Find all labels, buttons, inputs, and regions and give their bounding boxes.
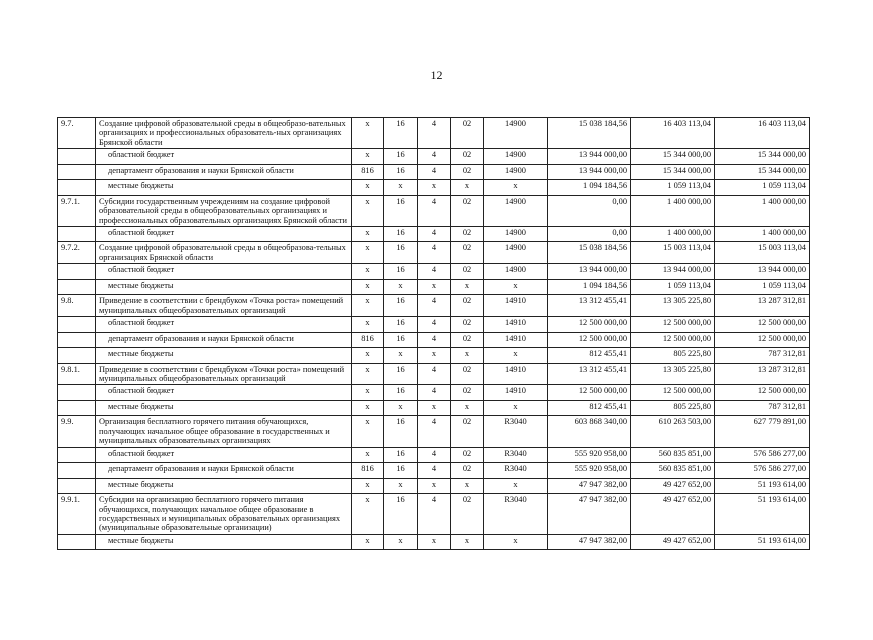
amount-cell-2: 13 305 225,80 bbox=[631, 363, 715, 385]
row-name-cell: областной бюджет bbox=[96, 226, 352, 242]
amount-cell-2: 610 263 503,00 bbox=[631, 416, 715, 447]
amount-cell-1: 13 944 000,00 bbox=[548, 149, 631, 165]
admin-code-cell: x bbox=[352, 447, 384, 463]
admin-code-cell: x bbox=[352, 416, 384, 447]
row-number-cell: 9.8. bbox=[58, 295, 96, 317]
program-code-cell: 02 bbox=[451, 118, 484, 149]
amount-cell-2: 1 059 113,04 bbox=[631, 279, 715, 295]
amount-cell-1: 812 455,41 bbox=[548, 348, 631, 364]
row-number-cell: 9.7.2. bbox=[58, 242, 96, 264]
subsection-code-cell: 4 bbox=[418, 363, 451, 385]
admin-code-cell: x bbox=[352, 534, 384, 550]
table-subrow bbox=[58, 332, 810, 348]
direction-code-cell: 14910 bbox=[484, 363, 548, 385]
section-code-cell: 16 bbox=[384, 332, 418, 348]
table-row bbox=[58, 494, 810, 535]
row-name-cell: областной бюджет bbox=[96, 317, 352, 333]
row-number-cell bbox=[58, 317, 96, 333]
amount-cell-3: 13 944 000,00 bbox=[715, 264, 810, 280]
admin-code-cell: x bbox=[352, 317, 384, 333]
admin-code-cell: x bbox=[352, 400, 384, 416]
program-code-cell: 02 bbox=[451, 295, 484, 317]
program-code-cell: 02 bbox=[451, 447, 484, 463]
amount-cell-3: 15 003 113,04 bbox=[715, 242, 810, 264]
program-code-cell: 02 bbox=[451, 416, 484, 447]
amount-cell-3: 576 586 277,00 bbox=[715, 463, 810, 479]
amount-cell-1: 13 944 000,00 bbox=[548, 264, 631, 280]
section-code-cell: 16 bbox=[384, 317, 418, 333]
admin-code-cell: x bbox=[352, 149, 384, 165]
row-number-cell bbox=[58, 264, 96, 280]
subsection-code-cell: 4 bbox=[418, 332, 451, 348]
program-code-cell: x bbox=[451, 348, 484, 364]
section-code-cell: 16 bbox=[384, 416, 418, 447]
subsection-code-cell: 4 bbox=[418, 416, 451, 447]
subsection-code-cell: 4 bbox=[418, 264, 451, 280]
program-code-cell: 02 bbox=[451, 242, 484, 264]
section-code-cell: 16 bbox=[384, 447, 418, 463]
table-subrow bbox=[58, 400, 810, 416]
amount-cell-3: 1 400 000,00 bbox=[715, 226, 810, 242]
table-row bbox=[58, 118, 810, 149]
amount-cell-2: 12 500 000,00 bbox=[631, 385, 715, 401]
section-code-cell: x bbox=[384, 279, 418, 295]
section-code-cell: 16 bbox=[384, 242, 418, 264]
direction-code-cell: x bbox=[484, 279, 548, 295]
amount-cell-2: 13 944 000,00 bbox=[631, 264, 715, 280]
amount-cell-3: 13 287 312,81 bbox=[715, 363, 810, 385]
amount-cell-3: 1 059 113,04 bbox=[715, 279, 810, 295]
amount-cell-3: 12 500 000,00 bbox=[715, 385, 810, 401]
table-subrow bbox=[58, 317, 810, 333]
row-number-cell: 9.7.1. bbox=[58, 195, 96, 226]
row-number-cell bbox=[58, 180, 96, 196]
amount-cell-2: 12 500 000,00 bbox=[631, 317, 715, 333]
section-code-cell: x bbox=[384, 478, 418, 494]
row-name-cell: Субсидии государственным учреждениям на создание цифровой образовательной среды в общеобразовательных организациях и профессиональных образовательных организациях Брянской области bbox=[96, 195, 352, 226]
section-code-cell: 16 bbox=[384, 363, 418, 385]
table-body bbox=[58, 118, 810, 550]
amount-cell-2: 49 427 652,00 bbox=[631, 494, 715, 535]
subsection-code-cell: 4 bbox=[418, 385, 451, 401]
amount-cell-3: 51 193 614,00 bbox=[715, 478, 810, 494]
table-row bbox=[58, 363, 810, 385]
row-number-cell: 9.7. bbox=[58, 118, 96, 149]
amount-cell-2: 49 427 652,00 bbox=[631, 478, 715, 494]
program-code-cell: 02 bbox=[451, 149, 484, 165]
section-code-cell: 16 bbox=[384, 385, 418, 401]
program-code-cell: x bbox=[451, 180, 484, 196]
table-subrow bbox=[58, 463, 810, 479]
row-name-cell: местные бюджеты bbox=[96, 478, 352, 494]
table-subrow bbox=[58, 226, 810, 242]
amount-cell-2: 15 344 000,00 bbox=[631, 164, 715, 180]
row-number-cell bbox=[58, 348, 96, 364]
table-subrow bbox=[58, 264, 810, 280]
direction-code-cell: x bbox=[484, 534, 548, 550]
amount-cell-2: 49 427 652,00 bbox=[631, 534, 715, 550]
admin-code-cell: x bbox=[352, 242, 384, 264]
table-subrow bbox=[58, 478, 810, 494]
row-name-cell: Создание цифровой образовательной среды в общеобразова-тельных организациях Брянской области bbox=[96, 242, 352, 264]
amount-cell-2: 1 400 000,00 bbox=[631, 195, 715, 226]
amount-cell-1: 13 944 000,00 bbox=[548, 164, 631, 180]
program-code-cell: x bbox=[451, 279, 484, 295]
amount-cell-1: 0,00 bbox=[548, 195, 631, 226]
section-code-cell: 16 bbox=[384, 118, 418, 149]
row-name-cell: Субсидии на организацию бесплатного горячего питания обучающихся, получающих начальное общее образование в государственных и муниципальных образовательных организациях (муниципальные образовательные организации) bbox=[96, 494, 352, 535]
amount-cell-3: 15 344 000,00 bbox=[715, 164, 810, 180]
direction-code-cell: 14900 bbox=[484, 195, 548, 226]
row-number-cell bbox=[58, 463, 96, 479]
table-subrow bbox=[58, 180, 810, 196]
subsection-code-cell: 4 bbox=[418, 317, 451, 333]
subsection-code-cell: 4 bbox=[418, 164, 451, 180]
direction-code-cell: x bbox=[484, 180, 548, 196]
direction-code-cell: 14900 bbox=[484, 149, 548, 165]
admin-code-cell: x bbox=[352, 295, 384, 317]
row-name-cell: Создание цифровой образовательной среды в общеобразо-вательных организациях и профессиональных образователь-ных организациях Брянской области bbox=[96, 118, 352, 149]
admin-code-cell: x bbox=[352, 279, 384, 295]
amount-cell-3: 787 312,81 bbox=[715, 348, 810, 364]
amount-cell-3: 51 193 614,00 bbox=[715, 494, 810, 535]
row-name-cell: департамент образования и науки Брянской области bbox=[96, 164, 352, 180]
row-number-cell bbox=[58, 478, 96, 494]
row-number-cell bbox=[58, 332, 96, 348]
amount-cell-1: 1 094 184,56 bbox=[548, 180, 631, 196]
table-subrow bbox=[58, 149, 810, 165]
subsection-code-cell: 4 bbox=[418, 226, 451, 242]
row-number-cell bbox=[58, 534, 96, 550]
table-subrow bbox=[58, 385, 810, 401]
admin-code-cell: x bbox=[352, 226, 384, 242]
amount-cell-3: 12 500 000,00 bbox=[715, 317, 810, 333]
row-name-cell: местные бюджеты bbox=[96, 400, 352, 416]
subsection-code-cell: 4 bbox=[418, 195, 451, 226]
amount-cell-2: 12 500 000,00 bbox=[631, 332, 715, 348]
subsection-code-cell: x bbox=[418, 534, 451, 550]
direction-code-cell: x bbox=[484, 348, 548, 364]
direction-code-cell: R3040 bbox=[484, 447, 548, 463]
amount-cell-2: 16 403 113,04 bbox=[631, 118, 715, 149]
row-number-cell: 9.8.1. bbox=[58, 363, 96, 385]
row-name-cell: областной бюджет bbox=[96, 264, 352, 280]
admin-code-cell: x bbox=[352, 348, 384, 364]
subsection-code-cell: x bbox=[418, 180, 451, 196]
admin-code-cell: x bbox=[352, 118, 384, 149]
subsection-code-cell: x bbox=[418, 478, 451, 494]
amount-cell-1: 13 312 455,41 bbox=[548, 295, 631, 317]
row-name-cell: местные бюджеты bbox=[96, 534, 352, 550]
table-subrow bbox=[58, 279, 810, 295]
row-name-cell: местные бюджеты bbox=[96, 180, 352, 196]
amount-cell-1: 12 500 000,00 bbox=[548, 332, 631, 348]
amount-cell-3: 627 779 891,00 bbox=[715, 416, 810, 447]
row-number-cell bbox=[58, 400, 96, 416]
amount-cell-2: 560 835 851,00 bbox=[631, 447, 715, 463]
section-code-cell: 16 bbox=[384, 226, 418, 242]
subsection-code-cell: x bbox=[418, 279, 451, 295]
amount-cell-1: 555 920 958,00 bbox=[548, 447, 631, 463]
amount-cell-3: 1 400 000,00 bbox=[715, 195, 810, 226]
subsection-code-cell: x bbox=[418, 400, 451, 416]
section-code-cell: 16 bbox=[384, 149, 418, 165]
section-code-cell: 16 bbox=[384, 463, 418, 479]
row-number-cell bbox=[58, 279, 96, 295]
program-code-cell: x bbox=[451, 400, 484, 416]
direction-code-cell: 14900 bbox=[484, 242, 548, 264]
row-number-cell: 9.9. bbox=[58, 416, 96, 447]
row-number-cell bbox=[58, 149, 96, 165]
row-number-cell bbox=[58, 447, 96, 463]
program-code-cell: 02 bbox=[451, 463, 484, 479]
row-name-cell: местные бюджеты bbox=[96, 279, 352, 295]
admin-code-cell: x bbox=[352, 478, 384, 494]
program-code-cell: 02 bbox=[451, 494, 484, 535]
amount-cell-3: 51 193 614,00 bbox=[715, 534, 810, 550]
admin-code-cell: 816 bbox=[352, 332, 384, 348]
amount-cell-2: 1 059 113,04 bbox=[631, 180, 715, 196]
program-code-cell: 02 bbox=[451, 332, 484, 348]
amount-cell-3: 12 500 000,00 bbox=[715, 332, 810, 348]
subsection-code-cell: 4 bbox=[418, 149, 451, 165]
direction-code-cell: R3040 bbox=[484, 463, 548, 479]
amount-cell-3: 576 586 277,00 bbox=[715, 447, 810, 463]
direction-code-cell: 14900 bbox=[484, 164, 548, 180]
amount-cell-1: 812 455,41 bbox=[548, 400, 631, 416]
table-row bbox=[58, 295, 810, 317]
subsection-code-cell: 4 bbox=[418, 118, 451, 149]
program-code-cell: 02 bbox=[451, 264, 484, 280]
amount-cell-1: 13 312 455,41 bbox=[548, 363, 631, 385]
subsection-code-cell: 4 bbox=[418, 242, 451, 264]
program-code-cell: 02 bbox=[451, 195, 484, 226]
row-number-cell bbox=[58, 164, 96, 180]
table-subrow bbox=[58, 447, 810, 463]
amount-cell-2: 805 225,80 bbox=[631, 400, 715, 416]
row-number-cell bbox=[58, 226, 96, 242]
program-code-cell: x bbox=[451, 534, 484, 550]
row-number-cell bbox=[58, 385, 96, 401]
amount-cell-3: 15 344 000,00 bbox=[715, 149, 810, 165]
direction-code-cell: 14910 bbox=[484, 385, 548, 401]
section-code-cell: 16 bbox=[384, 494, 418, 535]
amount-cell-2: 13 305 225,80 bbox=[631, 295, 715, 317]
amount-cell-2: 560 835 851,00 bbox=[631, 463, 715, 479]
row-name-cell: Приведение в соответствии с брендбуком «Точка роста» помещений муниципальных общеобразовательных организаций bbox=[96, 295, 352, 317]
amount-cell-1: 15 038 184,56 bbox=[548, 242, 631, 264]
amount-cell-1: 47 947 382,00 bbox=[548, 494, 631, 535]
amount-cell-2: 805 225,80 bbox=[631, 348, 715, 364]
program-code-cell: 02 bbox=[451, 317, 484, 333]
table-subrow bbox=[58, 348, 810, 364]
direction-code-cell: R3040 bbox=[484, 494, 548, 535]
direction-code-cell: R3040 bbox=[484, 416, 548, 447]
amount-cell-3: 787 312,81 bbox=[715, 400, 810, 416]
section-code-cell: x bbox=[384, 400, 418, 416]
direction-code-cell: x bbox=[484, 400, 548, 416]
section-code-cell: 16 bbox=[384, 195, 418, 226]
row-name-cell: Организация бесплатного горячего питания обучающихся, получающих начальное общее образование в государственных и муниципальных образовательных организациях bbox=[96, 416, 352, 447]
section-code-cell: x bbox=[384, 348, 418, 364]
amount-cell-1: 47 947 382,00 bbox=[548, 534, 631, 550]
table-row bbox=[58, 416, 810, 447]
subsection-code-cell: 4 bbox=[418, 494, 451, 535]
program-code-cell: 02 bbox=[451, 363, 484, 385]
amount-cell-1: 12 500 000,00 bbox=[548, 385, 631, 401]
direction-code-cell: 14910 bbox=[484, 332, 548, 348]
program-code-cell: 02 bbox=[451, 164, 484, 180]
section-code-cell: x bbox=[384, 180, 418, 196]
admin-code-cell: 816 bbox=[352, 463, 384, 479]
admin-code-cell: x bbox=[352, 363, 384, 385]
section-code-cell: 16 bbox=[384, 295, 418, 317]
amount-cell-3: 16 403 113,04 bbox=[715, 118, 810, 149]
budget-table bbox=[57, 117, 810, 550]
amount-cell-1: 15 038 184,56 bbox=[548, 118, 631, 149]
amount-cell-1: 603 868 340,00 bbox=[548, 416, 631, 447]
amount-cell-1: 0,00 bbox=[548, 226, 631, 242]
amount-cell-1: 555 920 958,00 bbox=[548, 463, 631, 479]
direction-code-cell: x bbox=[484, 478, 548, 494]
subsection-code-cell: 4 bbox=[418, 295, 451, 317]
row-name-cell: областной бюджет bbox=[96, 149, 352, 165]
admin-code-cell: x bbox=[352, 494, 384, 535]
program-code-cell: x bbox=[451, 478, 484, 494]
amount-cell-2: 15 003 113,04 bbox=[631, 242, 715, 264]
amount-cell-1: 47 947 382,00 bbox=[548, 478, 631, 494]
row-name-cell: областной бюджет bbox=[96, 447, 352, 463]
table-subrow bbox=[58, 164, 810, 180]
section-code-cell: 16 bbox=[384, 264, 418, 280]
table-subrow bbox=[58, 534, 810, 550]
program-code-cell: 02 bbox=[451, 385, 484, 401]
section-code-cell: 16 bbox=[384, 164, 418, 180]
amount-cell-2: 1 400 000,00 bbox=[631, 226, 715, 242]
row-name-cell: департамент образования и науки Брянской области bbox=[96, 332, 352, 348]
amount-cell-1: 12 500 000,00 bbox=[548, 317, 631, 333]
row-name-cell: департамент образования и науки Брянской области bbox=[96, 463, 352, 479]
subsection-code-cell: 4 bbox=[418, 447, 451, 463]
section-code-cell: x bbox=[384, 534, 418, 550]
table-row bbox=[58, 195, 810, 226]
amount-cell-2: 15 344 000,00 bbox=[631, 149, 715, 165]
row-name-cell: Приведение в соответствии с брендбуком «Точки роста» помещений муниципальных общеобразовательных организаций bbox=[96, 363, 352, 385]
row-name-cell: местные бюджеты bbox=[96, 348, 352, 364]
program-code-cell: 02 bbox=[451, 226, 484, 242]
amount-cell-1: 1 094 184,56 bbox=[548, 279, 631, 295]
amount-cell-3: 13 287 312,81 bbox=[715, 295, 810, 317]
table-row bbox=[58, 242, 810, 264]
subsection-code-cell: 4 bbox=[418, 463, 451, 479]
direction-code-cell: 14910 bbox=[484, 317, 548, 333]
row-number-cell: 9.9.1. bbox=[58, 494, 96, 535]
direction-code-cell: 14900 bbox=[484, 118, 548, 149]
page-number: 12 bbox=[430, 68, 443, 82]
admin-code-cell: x bbox=[352, 264, 384, 280]
direction-code-cell: 14900 bbox=[484, 264, 548, 280]
direction-code-cell: 14900 bbox=[484, 226, 548, 242]
subsection-code-cell: x bbox=[418, 348, 451, 364]
admin-code-cell: x bbox=[352, 180, 384, 196]
admin-code-cell: 816 bbox=[352, 164, 384, 180]
direction-code-cell: 14910 bbox=[484, 295, 548, 317]
amount-cell-3: 1 059 113,04 bbox=[715, 180, 810, 196]
admin-code-cell: x bbox=[352, 195, 384, 226]
admin-code-cell: x bbox=[352, 385, 384, 401]
row-name-cell: областной бюджет bbox=[96, 385, 352, 401]
